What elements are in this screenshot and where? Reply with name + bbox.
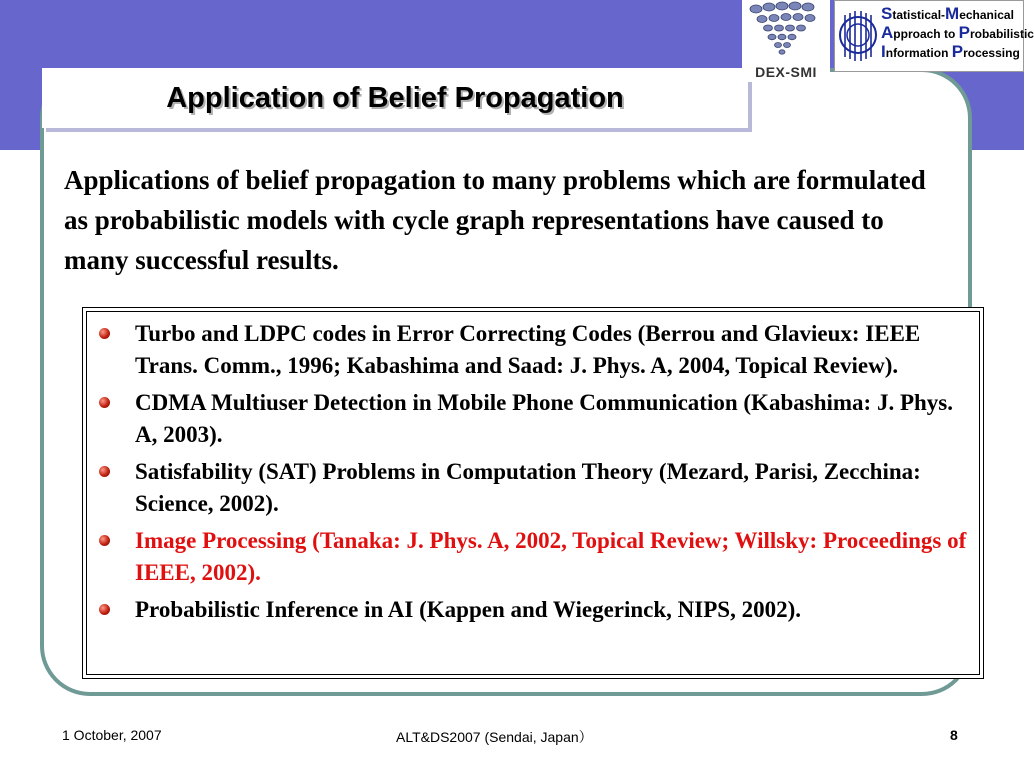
dexsmi-logo [742,0,830,82]
list-item [97,456,967,520]
bullet-icon [99,535,110,546]
list-item-text: Turbo and LDPC codes in Error Correcting Codes (Berrou and Glavieux: IEEE Trans. Comm., 1996; Kabashima and Saad: J. Phys. A, 2004, Topical Review). [135,321,921,378]
bullet-icon [99,397,110,408]
list-item [97,318,967,382]
samp-text: Statistical-Mechanical Approach to Probabilistic Information Processing [881,4,1034,61]
applications-list-box [82,307,984,679]
bullet-icon [99,604,110,615]
list-item [97,387,967,451]
footer-date: 1 October, 2007 [62,727,162,743]
slide-title: Application of Belief Propagation [166,81,624,114]
samp-logo [834,0,1034,72]
bullet-icon [99,466,110,477]
page-number: 8 [950,727,958,743]
footer-event: ALT&DS2007 (Sendai, Japan） [396,729,593,745]
list-item [97,594,967,626]
intro-paragraph: Applications of belief propagation to many problems which are formulated as probabilistic models with cycle graph representations have caused to many successful results. [64,165,926,275]
title-box [42,68,748,128]
dexsmi-label: DEX-SMI [755,64,817,80]
bullet-icon [99,328,110,339]
dexsmi-dots-icon [742,0,830,62]
list-item-text: Probabilistic Inference in AI (Kappen and Wiegerinck, NIPS, 2002). [135,597,801,622]
applications-list [97,318,967,631]
list-item-text: Image Processing (Tanaka: J. Phys. A, 2002, Topical Review; Willsky: Proceedings of IEEE, 2002). [135,528,967,585]
list-item-text: Satisfability (SAT) Problems in Computation Theory (Mezard, Parisi, Zecchina: Science, 2002). [135,459,921,516]
list-item-highlighted [97,525,967,589]
samp-emblem-icon [837,1,879,71]
list-item-text: CDMA Multiuser Detection in Mobile Phone Communication (Kabashima: J. Phys. A, 2003). [135,390,953,447]
